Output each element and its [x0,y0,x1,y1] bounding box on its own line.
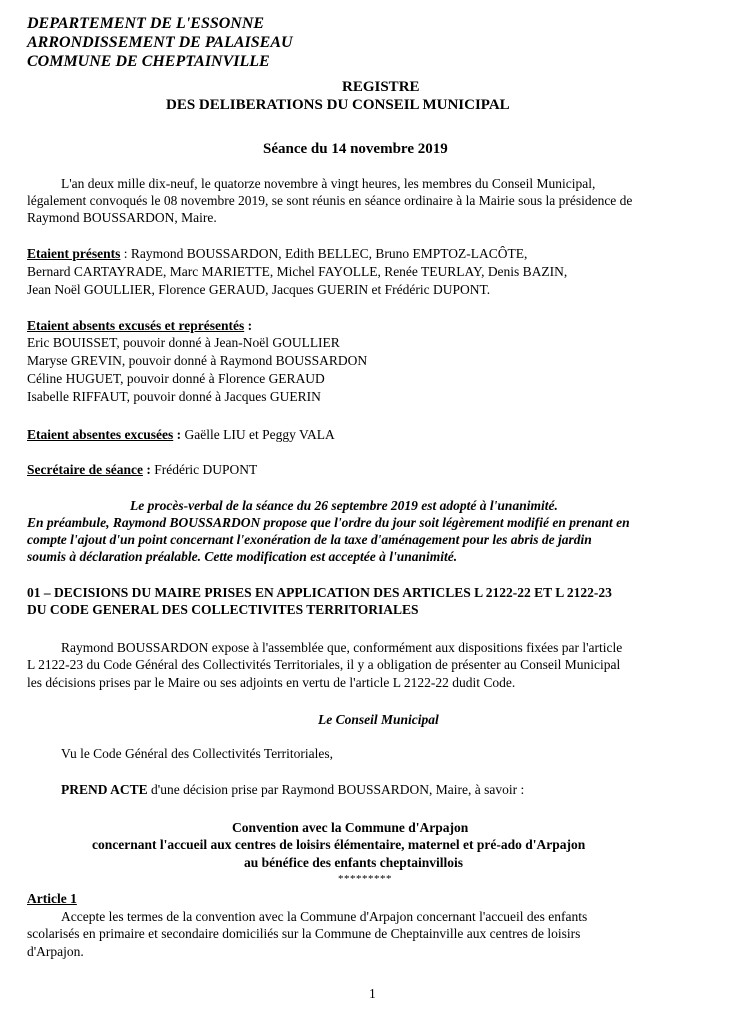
presents-line-1 [27,246,527,263]
conseil-municipal-heading: Le Conseil Municipal [318,712,439,727]
title-deliberations: DES DELIBERATIONS DU CONSEIL MUNICIPAL [166,97,510,113]
expose-line-3: les décisions prises par le Maire ou ses adjoints en vertu de l'article L 2122-22 dudit Code. [27,675,516,690]
presents-line-2: Bernard CARTAYRADE, Marc MARIETTE, Michel FAYOLLE, Renée TEURLAY, Denis BAZIN, [27,264,568,279]
pv-line-2: En préambule, Raymond BOUSSARDON propose que l'ordre du jour soit légèrement modifié en prenant en [27,515,630,530]
intro-line-3: Raymond BOUSSARDON, Maire. [27,210,217,225]
absentes-line [27,427,335,444]
prend-acte-line [61,782,524,799]
absents-represented-label: Etaient absents excusés et représentés [27,318,245,333]
pv-line-4: soumis à déclaration préalable. Cette modification est acceptée à l'unanimité. [27,549,458,564]
pv-line-3: compte l'ajout d'un point concernant l'exonération de la taxe d'aménagement pour les abris de jardin [27,532,592,547]
article-1-label: Article 1 [27,891,77,906]
presents-separator: : [120,246,131,261]
convention-title-line-1: Convention avec la Commune d'Arpajon [232,820,469,835]
presents-names-1: Raymond BOUSSARDON, Edith BELLEC, Bruno EMPTOZ-LACÔTE, [130,246,528,261]
absent-item: Eric BOUISSET, pouvoir donné à Jean-Noël GOULLIER [27,335,340,350]
absentes-separator: : [173,427,185,442]
convention-title-line-2: concernant l'accueil aux centres de loisirs élémentaire, maternel et pré-ado d'Arpajon [92,837,586,852]
prend-acte-text: d'une décision prise par Raymond BOUSSARDON, Maire, à savoir : [147,782,525,797]
convention-stars: ********* [338,873,392,885]
absents-represented-separator: : [244,318,253,333]
presents-label: Etaient présents [27,246,121,261]
absent-item: Céline HUGUET, pouvoir donné à Florence GERAUD [27,371,325,386]
absentes-names: Gaëlle LIU et Peggy VALA [184,427,335,442]
prend-acte-label: PREND ACTE [61,782,148,797]
expose-line-1: Raymond BOUSSARDON expose à l'assemblée que, conformément aux dispositions fixées par l'article [61,640,623,655]
intro-line-1: L'an deux mille dix-neuf, le quatorze novembre à vingt heures, les membres du Conseil Municipal, [61,176,596,191]
intro-line-2: légalement convoqués le 08 novembre 2019, se sont réunis en séance ordinaire à la Mairie sous la présidence de [27,193,633,208]
secretaire-separator: : [142,462,155,477]
page-number: 1 [369,986,376,1001]
section-heading-line-1: 01 – DECISIONS DU MAIRE PRISES EN APPLICATION DES ARTICLES L 2122-22 ET L 2122-23 [27,585,612,600]
secretaire-line [27,462,257,479]
section-heading-line-2: DU CODE GENERAL DES COLLECTIVITES TERRITORIALES [27,602,419,617]
absent-item: Isabelle RIFFAUT, pouvoir donné à Jacques GUERIN [27,389,321,404]
title-registre: REGISTRE [342,79,420,95]
secretaire-name: Frédéric DUPONT [154,462,258,477]
secretaire-label: Secrétaire de séance [27,462,143,477]
article-line-2: scolarisés en primaire et secondaire domiciliés sur la Commune de Cheptainville aux centres de loisirs [27,926,581,941]
article-line-3: d'Arpajon. [27,944,84,959]
pv-line-1: Le procès-verbal de la séance du 26 septembre 2019 est adopté à l'unanimité. [130,498,558,513]
absent-item: Maryse GREVIN, pouvoir donné à Raymond BOUSSARDON [27,353,368,368]
header-department: DEPARTEMENT DE L'ESSONNE [27,15,265,32]
seance-date: Séance du 14 novembre 2019 [263,141,448,157]
absents-represented-heading [27,318,252,335]
presents-line-3: Jean Noël GOULLIER, Florence GERAUD, Jacques GUERIN et Frédéric DUPONT. [27,282,491,297]
article-line-1: Accepte les termes de la convention avec la Commune d'Arpajon concernant l'accueil des enfants [61,909,588,924]
expose-line-2: L 2122-23 du Code Général des Collectivités Territoriales, il y a obligation de présenter au Conseil Municipal [27,657,621,672]
header-arrondissement: ARRONDISSEMENT DE PALAISEAU [27,34,293,51]
convention-title-line-3: au bénéfice des enfants cheptainvillois [244,855,464,870]
header-commune: COMMUNE DE CHEPTAINVILLE [27,53,270,70]
vu-line: Vu le Code Général des Collectivités Territoriales, [61,746,334,761]
absentes-label: Etaient absentes excusées [27,427,174,442]
